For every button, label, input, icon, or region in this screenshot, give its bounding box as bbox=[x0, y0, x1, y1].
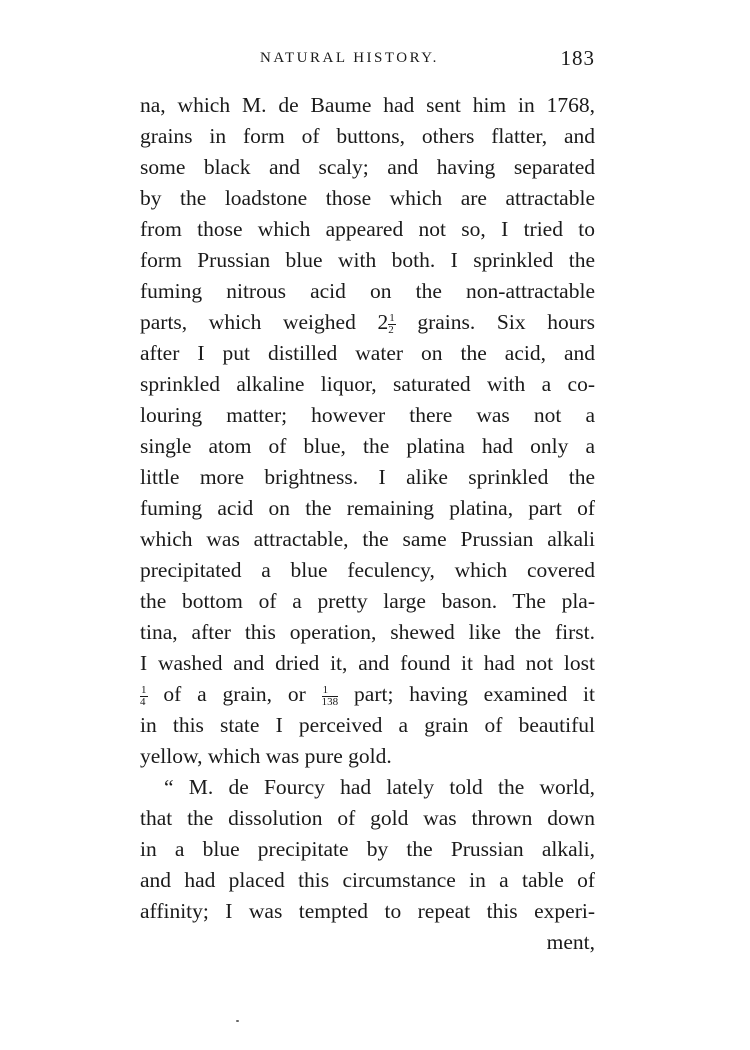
paragraph-start-line: “ M. de Fourcy had lately told the world, bbox=[164, 775, 595, 799]
running-title: NATURAL HISTORY. bbox=[260, 50, 439, 66]
text-line: little more brightness. I alike sprinkled the bbox=[140, 465, 595, 489]
text-line-with-fractions bbox=[140, 679, 595, 710]
text-line: which was attractable, the same Prussian alkali bbox=[140, 527, 595, 551]
text-line: single atom of blue, the platina had only a bbox=[140, 434, 595, 458]
text-line: by the loadstone those which are attractable bbox=[140, 186, 595, 210]
fraction-one-half bbox=[388, 313, 396, 336]
line-text-post: grains. Six hours bbox=[395, 310, 595, 334]
text-line: fuming acid on the remaining platina, part of bbox=[140, 496, 595, 520]
text-line-with-fraction bbox=[140, 307, 595, 338]
text-line: and had placed this circumstance in a table of bbox=[140, 868, 595, 892]
line-text-mid: of a grain, or bbox=[147, 682, 322, 706]
text-line: na, which M. de Baume had sent him in 1768, bbox=[140, 93, 595, 117]
page-number: 183 bbox=[560, 46, 595, 70]
text-line: that the dissolution of gold was thrown down bbox=[140, 806, 595, 830]
fraction-one-quarter bbox=[140, 685, 148, 708]
fraction-one-138th bbox=[322, 685, 339, 708]
text-line: affinity; I was tempted to repeat this experi- bbox=[140, 899, 595, 923]
text-line: some black and scaly; and having separated bbox=[140, 155, 595, 179]
text-line: after I put distilled water on the acid, and bbox=[140, 341, 595, 365]
fraction-numerator: 1 bbox=[141, 683, 147, 696]
body-text bbox=[140, 90, 595, 958]
line-text-pre: parts, which weighed 2 bbox=[140, 310, 389, 334]
fraction-denominator: 4 bbox=[140, 695, 146, 708]
line-text-post: part; having examined it bbox=[338, 682, 595, 706]
text-line: the bottom of a pretty large bason. The pla- bbox=[140, 589, 595, 613]
fraction-denominator: 2 bbox=[388, 323, 394, 336]
fraction-numerator: 1 bbox=[322, 685, 339, 697]
running-header bbox=[140, 46, 595, 74]
fraction-numerator: 1 bbox=[389, 311, 395, 324]
text-line: sprinkled alkaline liquor, saturated with a co- bbox=[140, 372, 595, 396]
catchword: ment, bbox=[546, 930, 595, 954]
text-line: yellow, which was pure gold. bbox=[140, 744, 392, 768]
text-line: grains in form of buttons, others flatter, and bbox=[140, 124, 595, 148]
text-line: fuming nitrous acid on the non-attractable bbox=[140, 279, 595, 303]
text-line: louring matter; however there was not a bbox=[140, 403, 595, 427]
text-line: precipitated a blue feculency, which covered bbox=[140, 558, 595, 582]
fraction-denominator: 138 bbox=[321, 695, 339, 708]
ink-speck bbox=[236, 1020, 239, 1022]
text-line: I washed and dried it, and found it had not lost bbox=[140, 651, 595, 675]
text-line: form Prussian blue with both. I sprinkled the bbox=[140, 248, 595, 272]
text-line: in a blue precipitate by the Prussian alkali, bbox=[140, 837, 595, 861]
text-line: from those which appeared not so, I tried to bbox=[140, 217, 595, 241]
text-line: tina, after this operation, shewed like the first. bbox=[140, 620, 595, 644]
text-line: in this state I perceived a grain of beautiful bbox=[140, 713, 595, 737]
